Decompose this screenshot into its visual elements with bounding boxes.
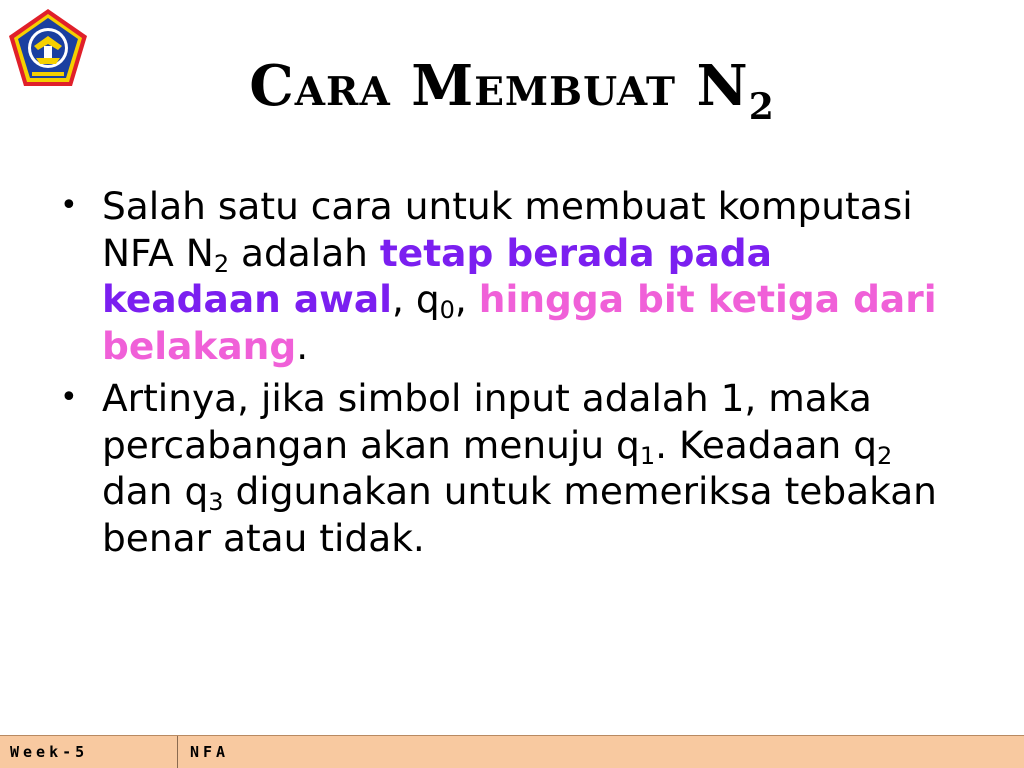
footer-topic: NFA xyxy=(190,743,230,761)
bullet-1-highlight-pink: hingga bit ketiga dari belakang xyxy=(102,277,937,368)
bullet-2-text-2: . Keadaan q xyxy=(655,422,877,467)
bullet-2-text-3: dan q xyxy=(102,469,209,513)
bullet-1-highlight-purple: tetap berada pada keadaan awal xyxy=(102,230,772,321)
bullet-2-text: Artinya, jika simbol input adalah 1, maka percabangan akan menuju q xyxy=(102,376,872,467)
footer-week: Week-5 xyxy=(0,736,178,768)
bullet-icon: • xyxy=(60,380,78,415)
bullet-2-text-4: digunakan untuk memeriksa tebakan benar atau tidak. xyxy=(102,469,937,560)
bullet-2-sub: 1 xyxy=(639,441,656,470)
bullet-1-text: Salah satu cara untuk membuat komputasi NFA N xyxy=(102,184,913,275)
title-text: Cara Membuat N xyxy=(249,53,749,119)
bullet-icon: • xyxy=(60,188,78,223)
bullet-list xyxy=(60,183,960,567)
bullet-1-sub: 2 xyxy=(213,249,230,278)
bullet-1-text-4: , xyxy=(454,277,479,321)
bullet-1-text-5: . xyxy=(296,323,309,368)
title-subscript: 2 xyxy=(748,86,775,128)
bullet-2-sub-2: 2 xyxy=(877,441,893,470)
bullet-item-2 xyxy=(60,375,960,561)
bullet-2-sub-3: 3 xyxy=(208,488,224,516)
bullet-1-sub-2: 0 xyxy=(439,296,455,324)
bullet-1-text-3: , q xyxy=(391,277,440,321)
bullet-item-1 xyxy=(60,183,960,369)
bullet-1-text-2: adalah xyxy=(229,230,380,275)
slide-title xyxy=(0,53,1024,128)
slide-footer xyxy=(0,735,1024,768)
